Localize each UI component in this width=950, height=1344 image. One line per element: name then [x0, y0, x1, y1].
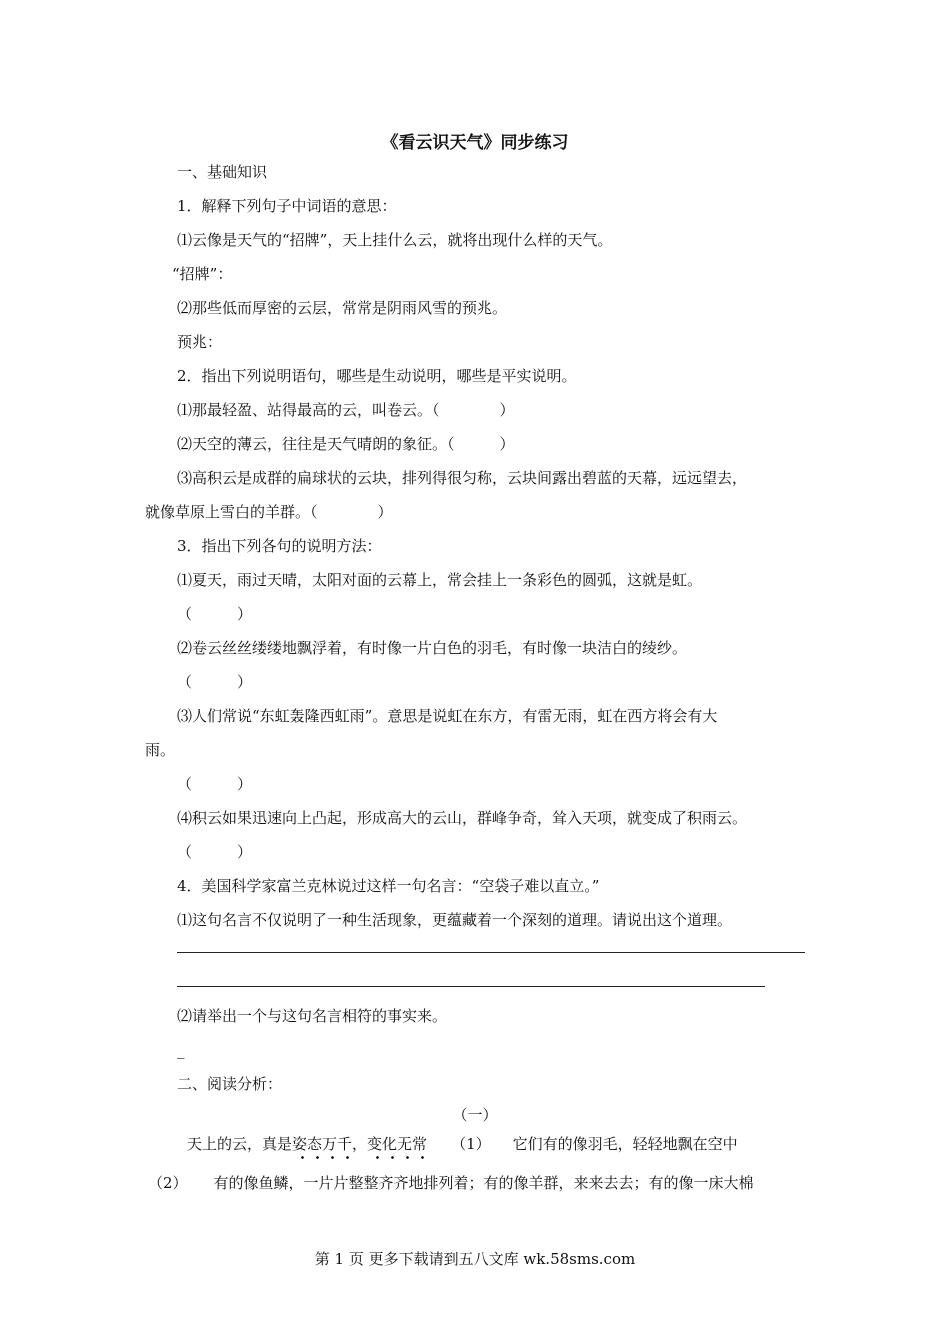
section-heading-reading: 二、阅读分析： — [177, 1075, 283, 1093]
question-4-sentence-2: ⑵请举出一个与这句名言相符的事实来。 — [177, 1007, 448, 1025]
reading-text-line-1-end: 它们有的像羽毛，轻轻地飘在空中 — [512, 1135, 738, 1153]
answer-line-2 — [177, 986, 765, 987]
section-heading-basics: 一、基础知识 — [177, 163, 268, 181]
question-4-answer-dash: _ — [177, 1041, 185, 1059]
question-1-answer-1-label: “招牌”： — [172, 265, 233, 283]
question-2-stem: 2．指出下列说明语句，哪些是生动说明，哪些是平实说明。 — [177, 367, 577, 385]
question-3-blank-2: （ ） — [177, 673, 253, 691]
reading-comma: ， — [352, 1135, 368, 1153]
question-1-sentence-2: ⑵那些低而厚密的云层，常常是阴雨风雪的预兆。 — [177, 299, 508, 317]
blank-marker-1: （1） — [451, 1135, 491, 1153]
question-1-stem: 1．解释下列句子中词语的意思： — [177, 197, 397, 215]
question-3-sentence-1: ⑴夏天，雨过天晴，太阳对面的云幕上，常会挂上一条彩色的圆弧，这就是虹。 — [177, 571, 703, 589]
reading-passage-heading: （一） — [452, 1106, 498, 1124]
question-4-stem: 4．美国科学家富兰克林说过这样一句名言：“空袋子难以直立。” — [177, 877, 600, 895]
blank-marker-2: （2） — [148, 1174, 188, 1192]
question-3-blank-1: （ ） — [177, 605, 253, 623]
page-footer: 第 1 页 更多下载请到五八文库 wk.58sms.com — [314, 1250, 636, 1268]
question-3-stem: 3．指出下列各句的说明方法： — [177, 537, 382, 555]
question-2-sentence-1: ⑴那最轻盈、站得最高的云，叫卷云。（ ） — [177, 401, 515, 419]
question-2-sentence-3b: 就像草原上雪白的羊群。（ ） — [145, 503, 393, 521]
answer-line-1 — [177, 952, 805, 953]
reading-paragraph-line-2 — [148, 1173, 754, 1193]
question-3-sentence-4: ⑷积云如果迅速向上凸起，形成高大的云山，群峰争奇，耸入天项，就变成了积雨云。 — [177, 809, 748, 827]
reading-paragraph-line-1 — [187, 1134, 738, 1154]
page-title: 《看云识天气》同步练习 — [381, 133, 569, 153]
question-3-blank-3: （ ） — [177, 775, 253, 793]
question-3-sentence-2: ⑵卷云丝丝缕缕地飘浮着，有时像一片白色的羽毛，有时像一块洁白的绫纱。 — [177, 639, 688, 657]
emphasized-phrase-2: 变化无常 — [367, 1135, 428, 1153]
question-2-sentence-3a: ⑶高积云是成群的扁球状的云块，排列得很匀称，云块间露出碧蓝的天幕，远远望去， — [177, 469, 748, 487]
question-3-sentence-3b: 雨。 — [145, 741, 176, 759]
reading-text-line-2: 有的像鱼鳞，一片片整整齐齐地排列着；有的像羊群，来来去去；有的像一床大棉 — [213, 1174, 754, 1192]
emphasized-phrase-1: 姿态万千 — [292, 1135, 353, 1153]
question-1-sentence-1: ⑴云像是天气的“招牌”，天上挂什么云，就将出现什么样的天气。 — [177, 231, 613, 249]
question-2-sentence-2: ⑵天空的薄云，往往是天气晴朗的象征。（ ） — [177, 435, 515, 453]
reading-text-start: 天上的云，真是 — [187, 1135, 293, 1153]
question-1-answer-2-label: 预兆： — [177, 333, 223, 351]
question-3-sentence-3a: ⑶人们常说“东虹轰隆西虹雨”。意思是说虹在东方，有雷无雨，虹在西方将会有大 — [177, 707, 718, 725]
question-4-sentence-1: ⑴这句名言不仅说明了一种生活现象，更蕴藏着一个深刻的道理。请说出这个道理。 — [177, 911, 733, 929]
question-3-blank-4: （ ） — [177, 843, 253, 861]
